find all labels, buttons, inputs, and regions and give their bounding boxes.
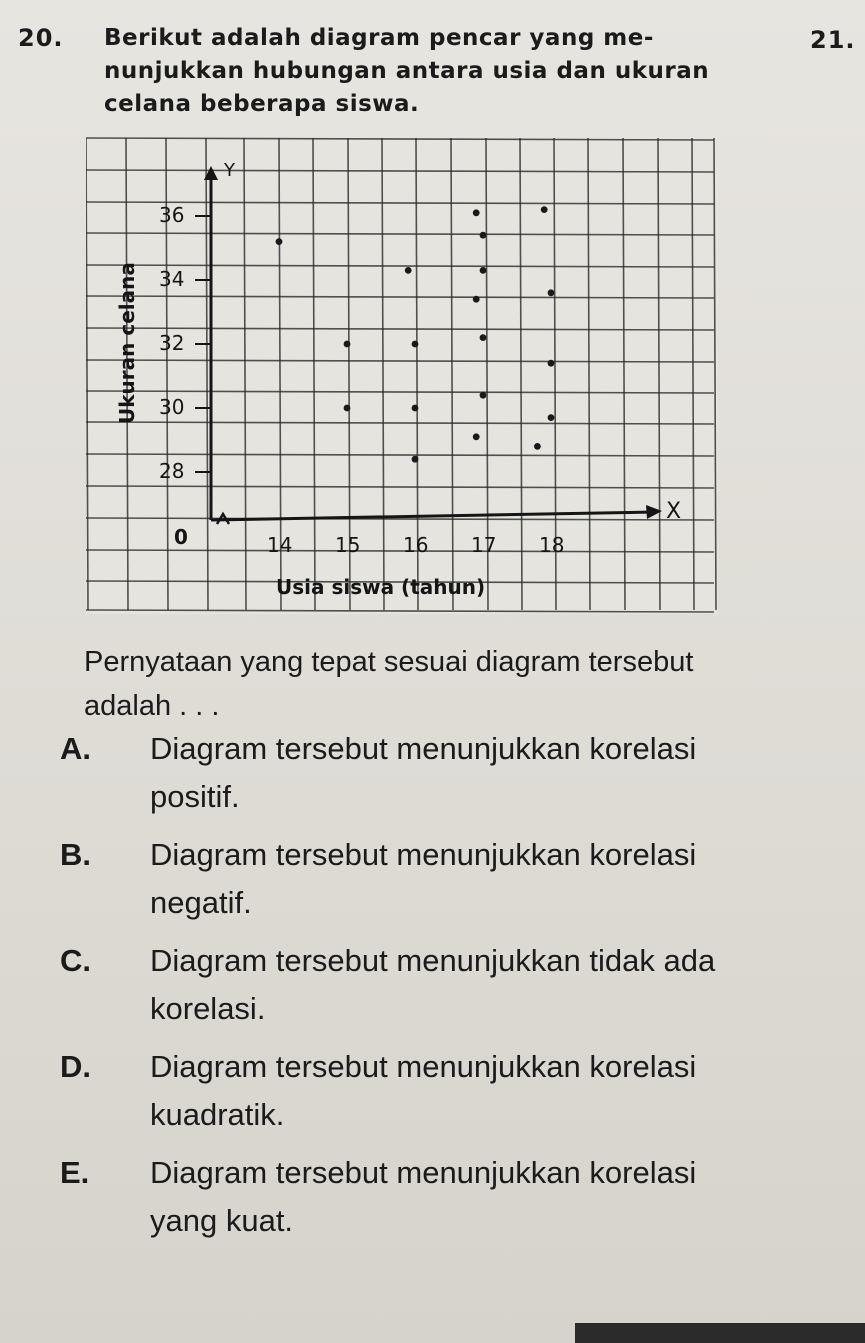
x-tick-label: 14	[267, 533, 293, 557]
scatter-point-6	[480, 267, 487, 274]
y-tick-label: 34	[159, 267, 185, 291]
option-text	[60, 937, 860, 1033]
x-axis-title: Usia siswa (tahun)	[276, 575, 486, 599]
option-line: Diagram tersebut menunjukkan korelasi	[150, 731, 697, 766]
scatter-point-3	[412, 341, 419, 348]
origin-label: 0	[174, 525, 188, 549]
y-tick-label: 30	[159, 395, 185, 419]
prompt-line: adalah . . .	[84, 690, 220, 722]
stem-line: celana beberapa siswa.	[104, 91, 420, 117]
x-tick-label: 17	[471, 533, 497, 557]
question-prompt	[84, 640, 844, 728]
question-number: 20.	[18, 24, 64, 52]
prompt-line: Pernyataan yang tepat sesuai diagram tersebut	[84, 646, 694, 678]
option-d[interactable]	[60, 1043, 860, 1139]
option-line: Diagram tersebut menunjukkan korelasi	[150, 1155, 697, 1190]
page-edge-strip	[575, 1323, 865, 1343]
scatter-point-18	[473, 296, 480, 303]
scatter-point-5	[412, 456, 419, 463]
scatter-point-10	[548, 360, 555, 367]
stem-line: nunjukkan hubungan antara usia dan ukuran	[104, 58, 710, 84]
option-line: negatif.	[150, 885, 252, 920]
scatter-point-11	[473, 433, 480, 440]
option-line: Diagram tersebut menunjukkan korelasi	[150, 1049, 697, 1084]
y-axis-letter: Y	[224, 160, 235, 181]
option-line: Diagram tersebut menunjukkan korelasi	[150, 837, 697, 872]
scatter-point-2	[344, 405, 351, 412]
option-text	[60, 1043, 860, 1139]
scatter-point-4	[412, 405, 419, 412]
option-letter: C.	[60, 943, 91, 978]
option-c[interactable]	[60, 937, 860, 1033]
option-line: Diagram tersebut menunjukkan tidak ada	[150, 943, 716, 978]
option-line: positif.	[150, 779, 240, 814]
answer-options	[60, 725, 860, 1255]
option-line: kuadratik.	[150, 1097, 285, 1132]
option-e[interactable]	[60, 1149, 860, 1245]
question-stem	[104, 22, 764, 121]
y-tick-label: 28	[159, 459, 185, 483]
scatter-point-7	[480, 334, 487, 341]
option-text	[60, 725, 860, 821]
scatter-point-12	[405, 267, 412, 274]
scatter-point-0	[276, 238, 283, 245]
scatter-point-15	[534, 443, 541, 450]
option-letter: E.	[60, 1155, 90, 1190]
scatter-point-13	[473, 209, 480, 216]
option-text	[60, 831, 860, 927]
scatter-point-14	[541, 206, 548, 213]
scatter-point-17	[480, 232, 487, 239]
x-axis-letter: X	[666, 499, 682, 524]
scatter-point-16	[548, 414, 555, 421]
option-line: yang kuat.	[150, 1203, 294, 1238]
option-letter: D.	[60, 1049, 91, 1084]
x-tick-label: 15	[335, 533, 361, 557]
y-tick-label: 32	[159, 331, 185, 355]
stem-line: Berikut adalah diagram pencar yang me-	[104, 25, 654, 51]
option-letter: A.	[60, 731, 91, 766]
y-axis-title: Ukuran celana	[115, 262, 139, 424]
scatter-point-9	[548, 289, 555, 296]
option-line: korelasi.	[150, 991, 266, 1026]
option-text	[60, 1149, 860, 1245]
next-question-number: 21.	[810, 26, 856, 54]
option-letter: B.	[60, 837, 91, 872]
x-tick-label: 18	[539, 533, 565, 557]
option-b[interactable]	[60, 831, 860, 927]
option-a[interactable]	[60, 725, 860, 821]
scatter-point-8	[480, 392, 487, 399]
scatter-point-1	[344, 341, 351, 348]
x-tick-label: 16	[403, 533, 429, 557]
scatter-chart	[86, 132, 718, 614]
y-tick-label: 36	[159, 203, 185, 227]
